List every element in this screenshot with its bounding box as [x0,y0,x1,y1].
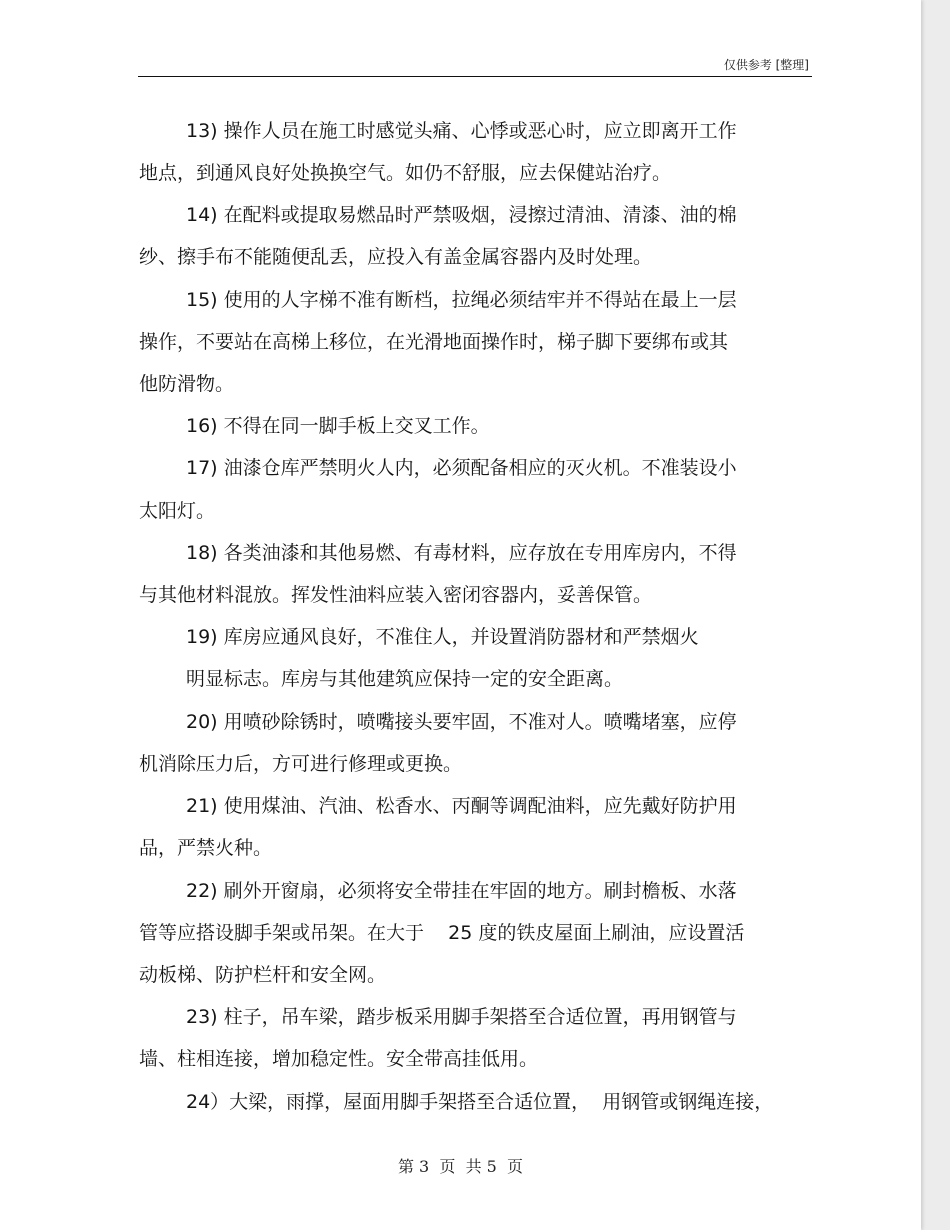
text-line: 16) 不得在同一脚手板上交叉工作。 [186,415,490,437]
text-line: 15) 使用的人字梯不准有断档，拉绳必须结牢并不得站在最上一层 [186,289,737,311]
header-note: 仅供参考 [整理] [723,58,809,72]
text-line: 地点，到通风良好处换换空气。如仍不舒服，应去保健站治疗。 [139,162,672,184]
text-line: 23) 柱子，吊车梁，踏步板采用脚手架搭至合适位置，再用钢管与 [186,1006,737,1028]
text-line: 品，严禁火种。 [139,837,273,859]
text-line: 20) 用喷砂除锈时，喷嘴接头要牢固，不准对人。喷嘴堵塞，应停 [186,711,737,733]
text-line: 他防滑物。 [139,373,235,395]
text-line: 墙、柱相连接，增加稳定性。安全带高挂低用。 [139,1048,539,1070]
text-line: 纱、擦手布不能随便乱丢，应投入有盖金属容器内及时处理。 [139,246,653,268]
text-line: 14) 在配料或提取易燃品时严禁吸烟，浸擦过清油、清漆、油的棉 [186,204,737,226]
text-line: 太阳灯。 [139,500,216,522]
text-line: 18) 各类油漆和其他易燃、有毒材料，应存放在专用库房内，不得 [186,542,737,564]
text-line: 21) 使用煤油、汽油、松香水、丙酮等调配油料，应先戴好防护用 [186,795,737,817]
text-line: 17) 油漆仓库严禁明火人内，必须配备相应的灭火机。不准装设小 [186,457,737,479]
text-line: 管等应搭设脚手架或吊架。在大于 25 度的铁皮屋面上刷油，应设置活 [139,922,745,944]
text-line: 动板梯、防护栏杆和安全网。 [139,964,387,986]
text-line: 22) 刷外开窗扇，必须将安全带挂在牢固的地方。刷封檐板、水落 [186,880,737,902]
text-line: 操作，不要站在高梯上移位，在光滑地面操作时，梯子脚下要绑布或其 [139,331,729,353]
text-line: 19) 库房应通风良好，不准住人，并设置消防器材和严禁烟火 [186,626,699,648]
header-divider [138,76,812,77]
text-line: 与其他材料混放。挥发性油料应装入密闭容器内，妥善保管。 [139,584,653,606]
text-line: 24）大梁，雨撑，屋面用脚手架搭至合适位置， 用钢管或钢绳连接， [186,1091,774,1113]
text-line: 机消除压力后，方可进行修理或更换。 [139,753,463,775]
page-number-footer: 第 3 页 共 5 页 [397,1157,524,1176]
text-line: 13) 操作人员在施工时感觉头痛、心悸或恶心时，应立即离开工作 [186,120,737,142]
text-line: 明显标志。库房与其他建筑应保持一定的安全距离。 [186,668,624,690]
